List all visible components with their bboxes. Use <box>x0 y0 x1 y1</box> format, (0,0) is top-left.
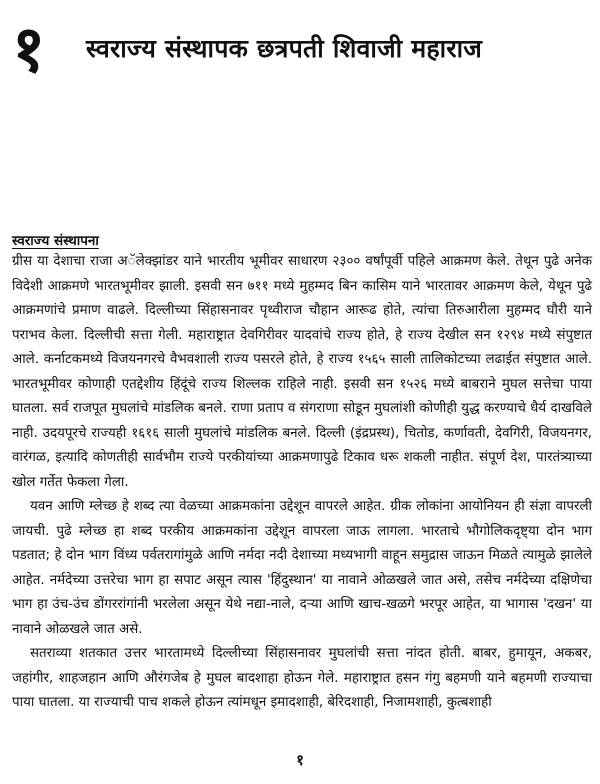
section-heading: स्वराज्य संस्थापना <box>12 233 99 249</box>
chapter-title: स्वराज्य संस्थापक छत्रपती शिवाजी महाराज <box>86 34 482 63</box>
paragraph-2: यवन आणि म्लेच्छ हे शब्द त्या वेळच्या आक्रमकांना उद्देशून वापरले आहेत. ग्रीक लोकांना आयोनियन ही संज्ञा वापरली जायची. पुढे म्लेच्छ हा शब्द परकीय आक्रमकांना उद्देशून वापरला जाऊ लागला. भारताचे भौगोलिकदृष्ट्या दोन भाग पडतात; हे दोन भाग विंध्य पर्वतरागांमुळे आणि नर्मदा नदी देशाच्या मध्यभागी वाहून समुद्रास जाऊन मिळते त्यामुळे झालेले आहेत. नर्मदेच्या उत्तरेचा भाग हा सपाट असून त्यास 'हिंदुस्थान' या नावाने ओळखले जात असे, तसेच नर्मदेच्या दक्षिणेचा भाग हा उंच-उंच डोंगररांगांनी भरलेला असून येथे नद्या-नाले, दऱ्या आणि खाच-खळगे भरपूर आहेत, या भागास 'दखन' या नावाने ओळखले जात असे. <box>12 499 592 637</box>
page-number: १ <box>296 751 304 769</box>
chapter-number: १ <box>12 13 46 87</box>
paragraph-3: सतराव्या शतकात उत्तर भारतामध्ये दिल्लीच्या सिंहासनावर मुघलांची सत्ता नांदत होती. बाबर, हुमायून, अकबर, जहांगीर, शाहजहान आणि औरंगजेब हे मुघल बादशाहा होऊन गेले. महाराष्ट्रात हसन गंगु बहमणी याने बहमणी राज्याचा पाया घातला. या राज्याची पाच शकले होऊन त्यांमधून इमादशाही, बेरिदशाही, निजामशाही, कुत्बशाही <box>12 646 592 710</box>
paragraph-1: ग्रीस या देशाचा राजा अॅलेक्झांडर याने भारतीय भूमीवर साधारण २३०० वर्षांपूर्वी पहिले आक्रमण केले. तेथून पुढे अनेक विदेशी आक्रमणे भारतभूमीवर झाली. इसवी सन ७११ मध्ये मुहम्मद बिन कासिम याने भारतावर आक्रमण केले, येथून पुढे आक्रमणांचे प्रमाण वाढले. दिल्लीच्या सिंहासनावर पृथ्वीराज चौहान आरूढ होते, त्यांचा तिरुआरीला मुहम्मद घौरी याने पराभव केला. दिल्लीची सत्ता गेली. महाराष्ट्रात देवगिरीवर यादवांचे राज्य होते, हे राज्य देखील सन १२९४ मध्ये संपुष्टात आले. कर्नाटकमध्ये विजयनगरचे वैभवशाली राज्य पसरले होते, हे राज्य १५६५ साली तालिकोटच्या लढाईत संपुष्टात आले. भारतभूमीवर कोणाही एतद्देशीय हिंदूंचे राज्य शिल्लक राहिले नाही. इसवी सन १५२६ मध्ये बाबराने मुघल सत्तेचा पाया घातला. सर्व राजपूत मुघलांचे मांडलिक बनले. राणा प्रताप व संगराणा सोडून मुघलांशी कोणीही युद्ध करण्याचे धैर्य दाखविले नाही. उदयपूरचे राज्यही १६१६ साली मुघलांचे मांडलिक बनले. दिल्ली (इंद्रप्रस्थ), चितोड, कर्णावती, देवगिरी, विजयनगर, वारंगळ, इत्यादि कोणतीही सार्वभौम राज्ये परकीयांच्या आक्रमणापुढे टिकाव धरू शकली नाहीत. संपूर्ण देश, पारतंत्र्याच्या खोल गर्तेत फेकला गेला. <box>12 254 592 490</box>
body-text <box>12 250 592 716</box>
